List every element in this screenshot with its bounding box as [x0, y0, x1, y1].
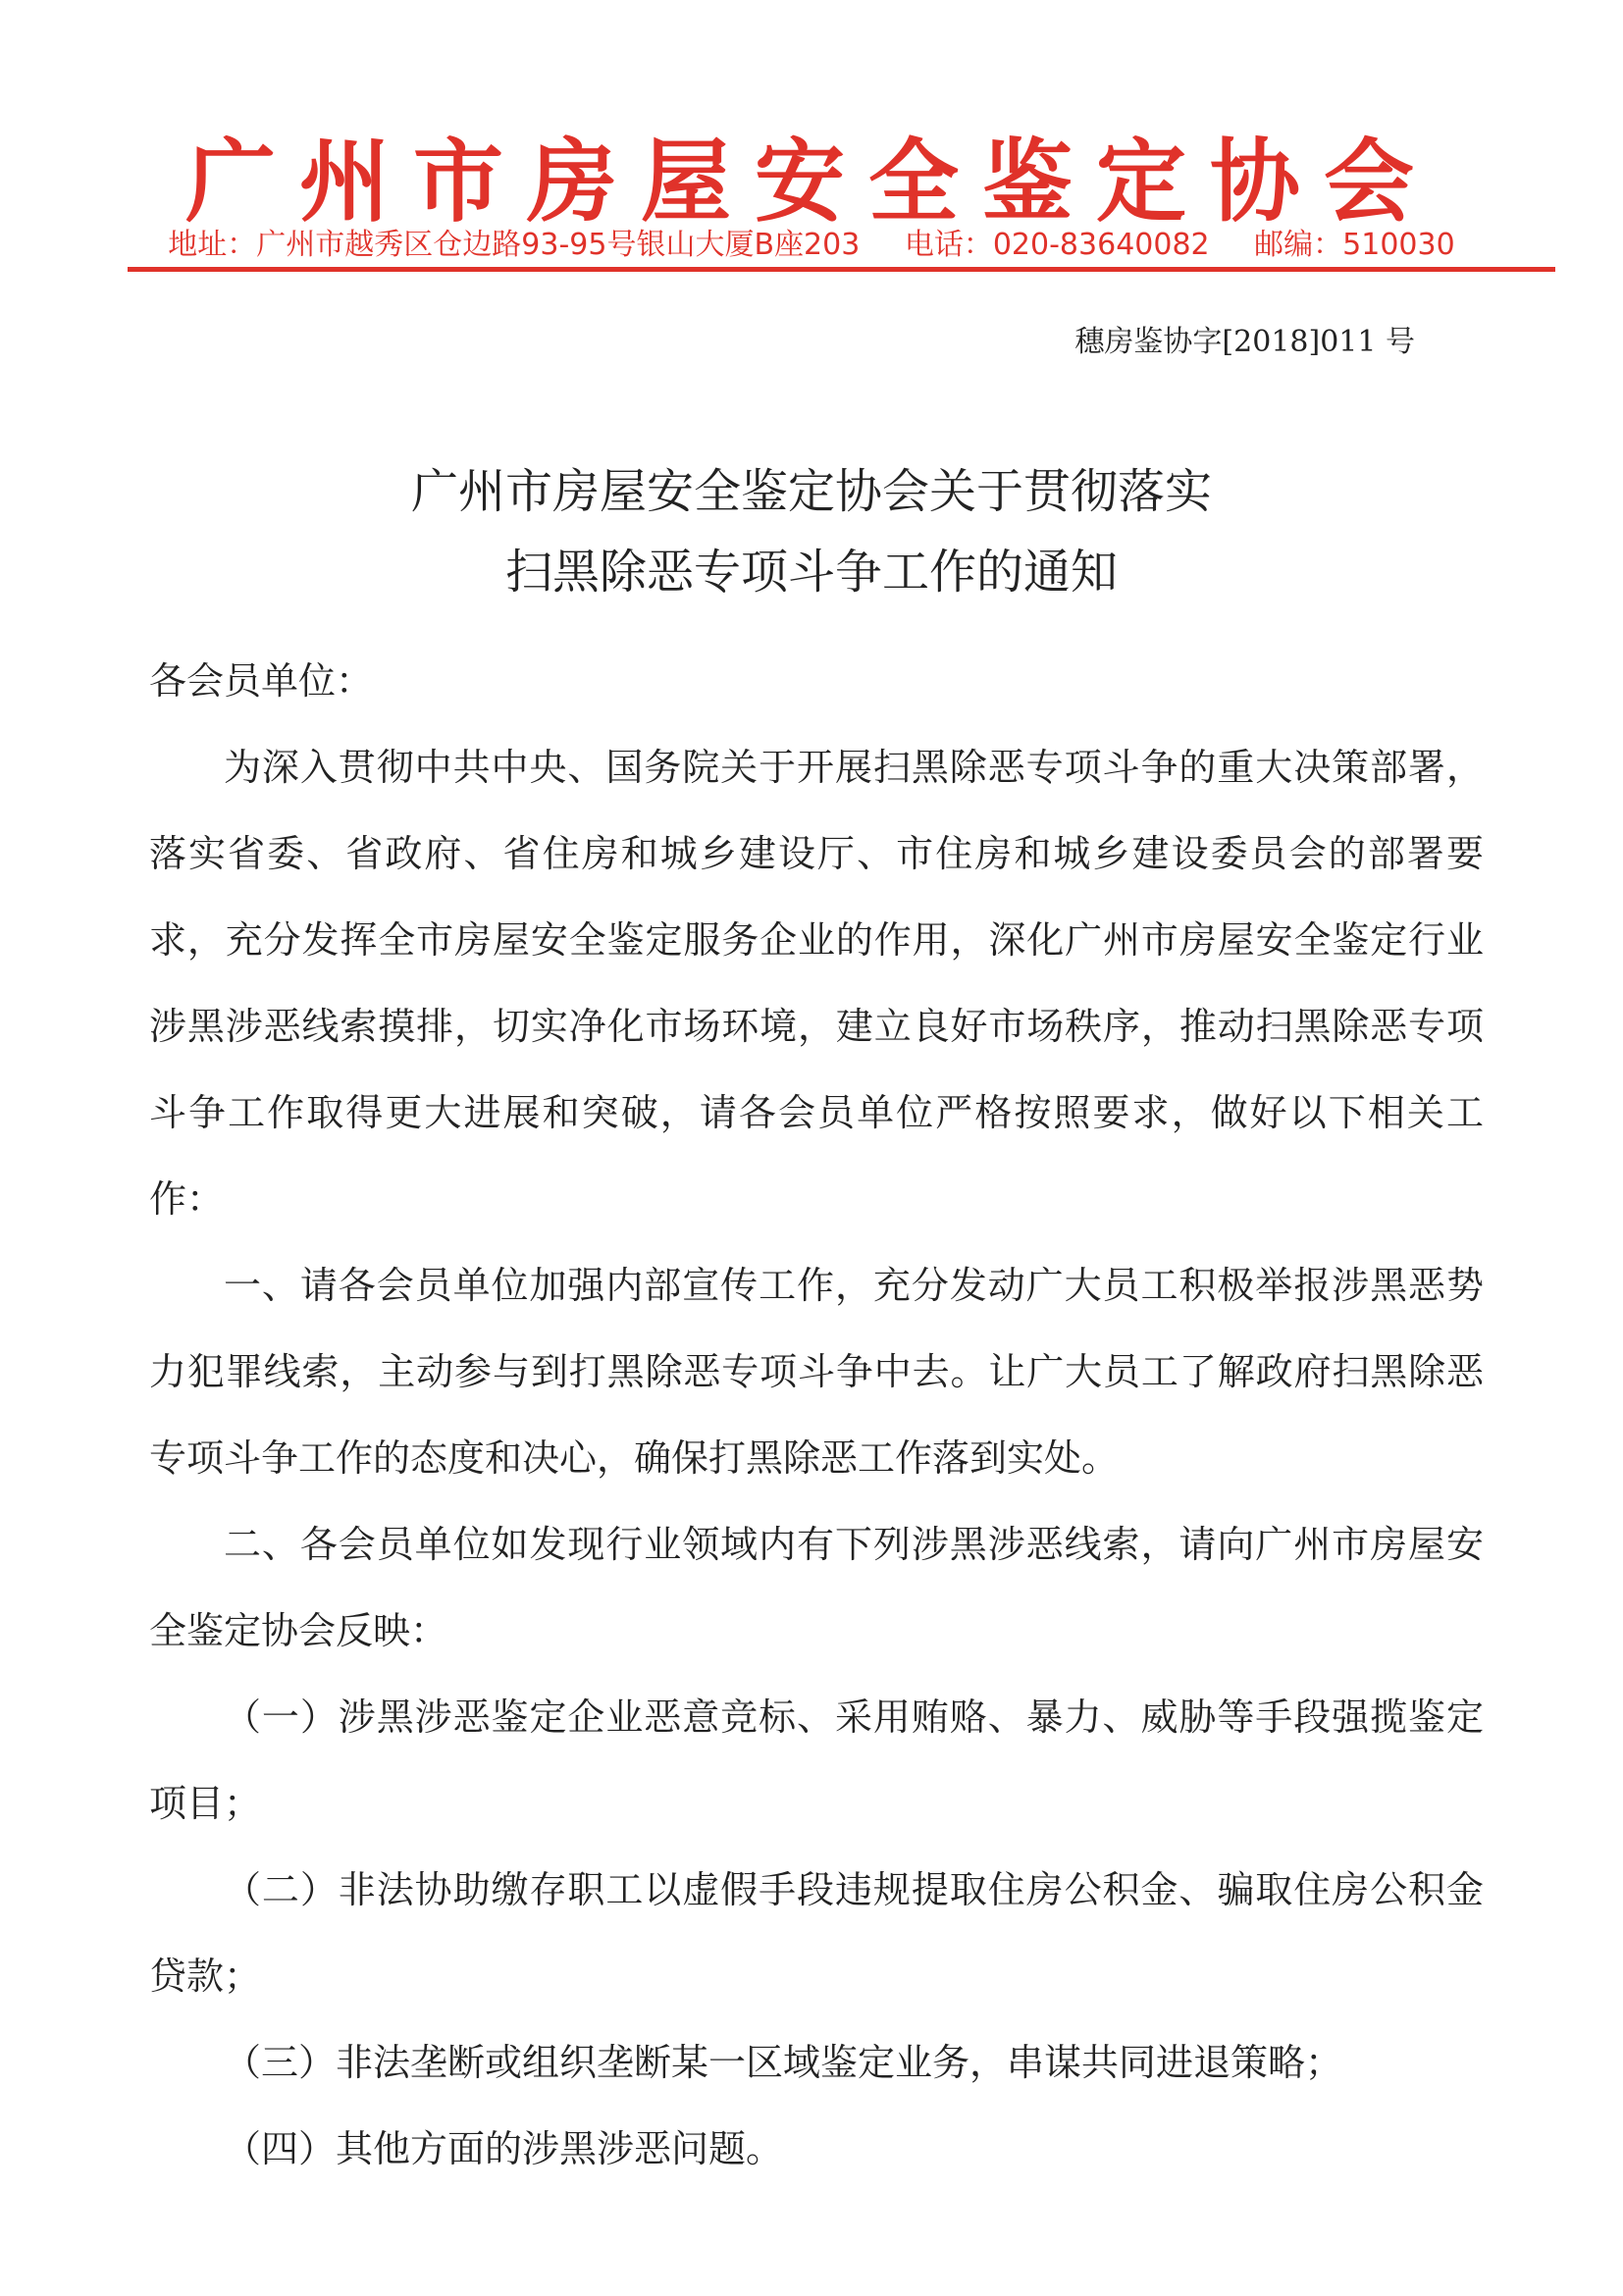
letterhead-postcode: 邮编：510030: [1254, 228, 1455, 262]
document-title-line-1: 广州市房屋安全鉴定协会关于贯彻落实: [410, 464, 1212, 519]
body-paragraph-sub-4: （四）其他方面的涉黑涉恶问题。: [224, 2127, 784, 2170]
letterhead-org-name: 广州市房屋安全鉴定协会: [184, 129, 1438, 235]
body-paragraph-sub-2: （二）非法协助缴存职工以虚假手段违规提取住房公积金、骗取住房公积金贷款；: [149, 1868, 1484, 1998]
document-body: [149, 638, 1484, 2192]
letterhead-address: 地址：广州市越秀区仓边路93-95号银山大厦B座203: [168, 228, 861, 262]
letterhead-contact-line: [0, 220, 1623, 263]
document-title-line-2: 扫黑除恶专项斗争工作的通知: [504, 545, 1118, 600]
body-paragraph-sub-1: （一）涉黑涉恶鉴定企业恶意竞标、采用贿赂、暴力、威胁等手段强揽鉴定项目；: [149, 1696, 1484, 1825]
body-paragraph-sub-3: （三）非法垄断或组织垄断某一区域鉴定业务，串谋共同进退策略；: [224, 2041, 1343, 2084]
document-number: 穗房鉴协字[2018]011 号: [1074, 325, 1415, 359]
document-title: [0, 451, 1623, 612]
letterhead-divider: [128, 267, 1555, 272]
letterhead-phone: 电话：020-83640082: [904, 228, 1210, 262]
body-paragraph-item-2: 二、各会员单位如发现行业领域内有下列涉黑涉恶线索，请向广州市房屋安全鉴定协会反映：: [149, 1523, 1484, 1652]
body-paragraph-item-1: 一、请各会员单位加强内部宣传工作，充分发动广大员工积极举报涉黑恶势力犯罪线索，主动参与到打黑除恶专项斗争中去。让广大员工了解政府扫黑除恶专项斗争工作的态度和决心，确保打黑除恶工作落到实处。: [149, 1264, 1484, 1480]
salutation: 各会员单位：: [149, 659, 374, 703]
body-paragraph-intro: 为深入贯彻中共中央、国务院关于开展扫黑除恶专项斗争的重大决策部署，落实省委、省政府、省住房和城乡建设厅、市住房和城乡建设委员会的部署要求，充分发挥全市房屋安全鉴定服务企业的作用，深化广州市房屋安全鉴定行业涉黑涉恶线索摸排，切实净化市场环境，建立良好市场秩序，推动扫黑除恶专项斗争工作取得更大进展和突破，请各会员单位严格按照要求，做好以下相关工作：: [149, 746, 1484, 1221]
